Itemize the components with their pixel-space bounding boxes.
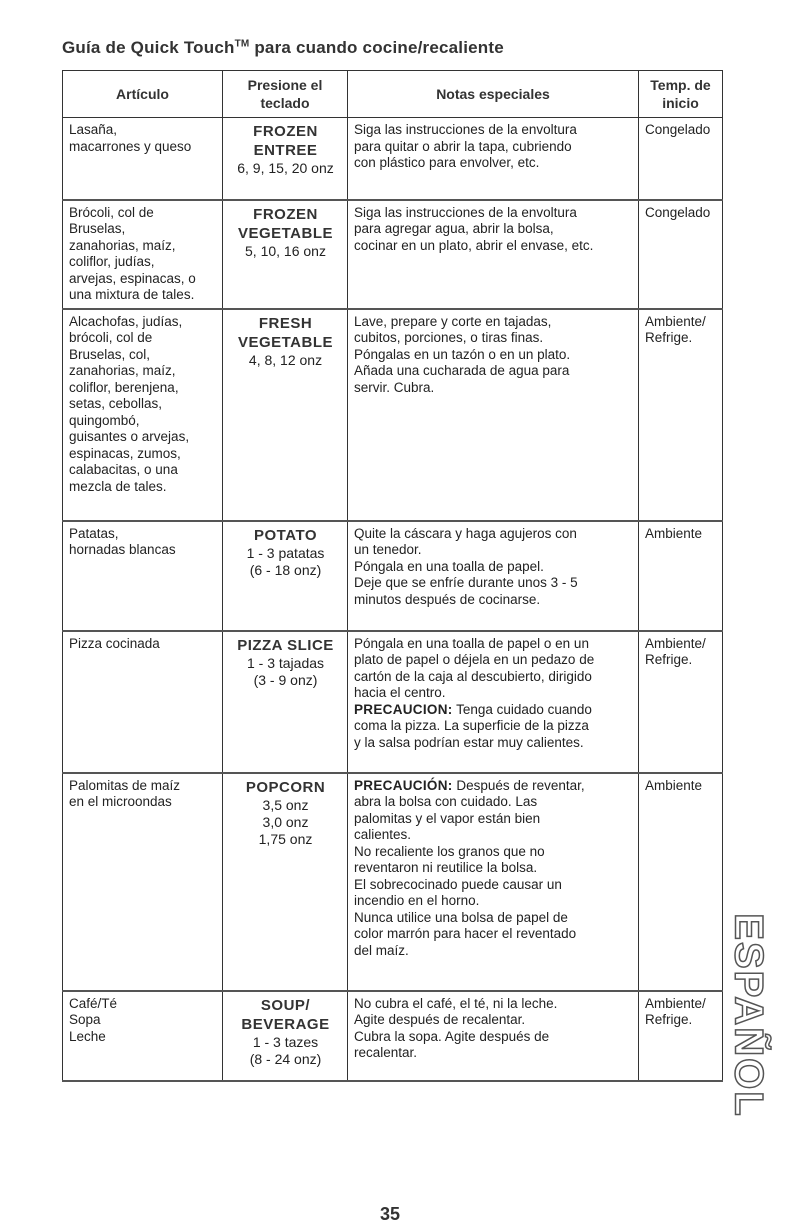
keypad-cell bbox=[223, 309, 348, 521]
amount-line: 3,0 onz bbox=[262, 813, 309, 830]
note-line: No cubra el café, el té, ni la leche. bbox=[354, 995, 558, 1011]
caution-line: calientes. bbox=[354, 827, 412, 842]
note-line: cubitos, porciones, o tiras finas. bbox=[354, 330, 544, 345]
amount-line: 1 - 3 tajadas bbox=[246, 654, 325, 671]
note-line: plato de papel o déjela en un pedazo de bbox=[354, 652, 595, 667]
caution-line: palomitas y el vapor están bien bbox=[354, 810, 541, 826]
amount-line: 6, 9, 15, 20 onz bbox=[237, 160, 334, 176]
note-line: Siga las instrucciones de la envoltura bbox=[354, 204, 577, 220]
notes-cell bbox=[348, 991, 639, 1081]
notes-cell bbox=[348, 200, 639, 309]
item-line: guisantes o arvejas, bbox=[69, 429, 190, 444]
item-line: coliflor, berenjena, bbox=[69, 379, 179, 395]
item-cell bbox=[63, 309, 223, 521]
amount-line: 5, 10, 16 onz bbox=[245, 242, 326, 259]
item-line: coliflor, judías, bbox=[69, 254, 155, 269]
note-line: incendio en el horno. bbox=[354, 893, 480, 908]
note-line: un tenedor. bbox=[354, 542, 422, 557]
table-row bbox=[63, 521, 723, 631]
item-line: zanahorias, maíz, bbox=[69, 237, 176, 253]
keypad-key-name: POTATO bbox=[254, 526, 317, 544]
keypad-cell bbox=[223, 521, 348, 631]
caution-line bbox=[354, 778, 633, 795]
temp-line: Ambiente bbox=[645, 777, 703, 793]
item-line: brócoli, col de bbox=[69, 330, 153, 345]
temp-cell bbox=[639, 991, 723, 1081]
note-line: con plástico para envolver, etc. bbox=[354, 155, 540, 170]
temp-cell bbox=[639, 200, 723, 309]
note-line: No recaliente los granos que no bbox=[354, 843, 545, 859]
amount-line: 1,75 onz bbox=[258, 830, 313, 847]
item-line: una mixtura de tales. bbox=[69, 287, 195, 302]
table-row bbox=[63, 631, 723, 773]
temp-cell bbox=[639, 118, 723, 200]
item-line: quingombó, bbox=[69, 412, 140, 428]
keypad-key-name: PIZZA SLICE bbox=[237, 636, 334, 654]
temp-cell bbox=[639, 773, 723, 991]
amount-line: (3 - 9 onz) bbox=[253, 671, 318, 688]
item-line: calabacitas, o una bbox=[69, 462, 178, 477]
note-line: Cubra la sopa. Agite después de bbox=[354, 1028, 550, 1044]
keypad-key-name: FROZEN ENTREE bbox=[253, 123, 318, 159]
keypad-key-name: FRESH VEGETABLE bbox=[237, 314, 334, 351]
amount-line: 4, 8, 12 onz bbox=[248, 351, 323, 368]
item-line: Patatas, bbox=[69, 525, 119, 541]
item-line: Sopa bbox=[69, 1012, 101, 1027]
page-number: 35 bbox=[380, 1204, 401, 1224]
caution-line: abra la bolsa con cuidado. Las bbox=[354, 794, 538, 809]
page-title: Guía de Quick Touch™ para cuando cocine/recaliente bbox=[62, 38, 504, 57]
item-line: Lasaña, bbox=[69, 122, 118, 137]
temp-line: Refrige. bbox=[645, 1012, 693, 1027]
note-line: servir. Cubra. bbox=[354, 379, 435, 395]
amount-line: (6 - 18 onz) bbox=[249, 561, 322, 578]
item-line: Café/Té bbox=[69, 995, 118, 1011]
table-header-row bbox=[63, 71, 723, 118]
temp-cell bbox=[639, 521, 723, 631]
notes-cell bbox=[348, 773, 639, 991]
keypad-key-name: POPCORN bbox=[245, 778, 326, 796]
caution-line: y la salsa podrían estar muy calientes. bbox=[354, 734, 584, 750]
column-header-notes: Notas especiales bbox=[348, 71, 639, 118]
note-line: Agite después de recalentar. bbox=[354, 1012, 526, 1027]
temp-line: Ambiente/ bbox=[645, 995, 706, 1011]
temp-line: Refrige. bbox=[645, 652, 693, 667]
table-row bbox=[63, 991, 723, 1081]
keypad-cell bbox=[223, 773, 348, 991]
keypad-cell bbox=[223, 118, 348, 200]
note-line: Lave, prepare y corte en tajadas, bbox=[354, 313, 552, 329]
note-line: color marrón para hacer el reventado bbox=[354, 926, 577, 941]
table-row bbox=[63, 773, 723, 991]
table-row bbox=[63, 118, 723, 200]
column-header-key: Presione el teclado bbox=[223, 71, 348, 118]
keypad-cell bbox=[223, 200, 348, 309]
temp-line: Congelado bbox=[645, 122, 711, 137]
note-line: Póngala en una toalla de papel. bbox=[354, 558, 544, 574]
temp-line: Ambiente bbox=[645, 525, 703, 541]
note-line: Póngala en una toalla de papel o en un bbox=[354, 635, 589, 651]
note-line: Siga las instrucciones de la envoltura bbox=[354, 122, 577, 137]
item-line: hornadas blancas bbox=[69, 542, 176, 557]
amount-line: 1 - 3 tazes bbox=[252, 1033, 319, 1050]
notes-cell bbox=[348, 631, 639, 773]
column-header-item: Artículo bbox=[63, 71, 223, 118]
amount-line: 1 - 3 patatas bbox=[246, 544, 325, 561]
keypad-cell bbox=[223, 991, 348, 1081]
item-line: mezcla de tales. bbox=[69, 478, 167, 494]
note-line: Póngalas en un tazón o en un plato. bbox=[354, 346, 571, 362]
caution-label: PRECAUCIÓN: bbox=[354, 777, 453, 793]
temp-line: Refrige. bbox=[645, 330, 693, 345]
item-line: Bruselas, col, bbox=[69, 346, 151, 362]
item-line: Alcachofas, judías, bbox=[69, 313, 183, 329]
item-cell bbox=[63, 200, 223, 309]
notes-cell bbox=[348, 521, 639, 631]
note-line: minutos después de cocinarse. bbox=[354, 591, 541, 607]
note-line: recalentar. bbox=[354, 1045, 418, 1060]
item-line: arvejas, espinacas, o bbox=[69, 270, 196, 286]
note-line: para agregar agua, abrir la bolsa, bbox=[354, 221, 554, 236]
item-line: Leche bbox=[69, 1028, 106, 1044]
item-cell bbox=[63, 118, 223, 200]
amount-line: (8 - 24 onz) bbox=[249, 1050, 322, 1067]
item-line: Pizza cocinada bbox=[69, 635, 160, 651]
note-line: Deje que se enfríe durante unos 3 - 5 bbox=[354, 575, 578, 590]
temp-line: Congelado bbox=[645, 204, 711, 220]
note-line: reventaron ni reutilice la bolsa. bbox=[354, 860, 538, 875]
notes-cell bbox=[348, 118, 639, 200]
keypad-cell bbox=[223, 631, 348, 773]
item-cell bbox=[63, 631, 223, 773]
item-cell bbox=[63, 991, 223, 1081]
item-line: espinacas, zumos, bbox=[69, 445, 181, 461]
item-line: macarrones y queso bbox=[69, 138, 192, 154]
temp-cell bbox=[639, 631, 723, 773]
note-line: El sobrecocinado puede causar un bbox=[354, 876, 562, 892]
amount-line: 3,5 onz bbox=[262, 796, 309, 813]
item-cell bbox=[63, 773, 223, 991]
note-line: del maíz. bbox=[354, 942, 409, 958]
note-line: cartón de la caja al descubierto, dirigido bbox=[354, 668, 592, 684]
notes-cell bbox=[348, 309, 639, 521]
keypad-key-name: FROZEN VEGETABLE bbox=[237, 205, 334, 242]
note-line: hacia el centro. bbox=[354, 685, 446, 700]
caution-text: Tenga cuidado cuando bbox=[452, 701, 592, 717]
item-line: Brócoli, col de bbox=[69, 204, 154, 220]
language-side-label: ESPAÑOL bbox=[726, 912, 771, 1118]
temp-cell bbox=[639, 309, 723, 521]
quick-touch-guide-table bbox=[62, 70, 723, 1082]
table-row bbox=[63, 309, 723, 521]
temp-line: Ambiente/ bbox=[645, 313, 706, 329]
item-line: zanahorias, maíz, bbox=[69, 363, 176, 378]
caution-label: PRECAUCION: bbox=[354, 701, 453, 717]
temp-line: Ambiente/ bbox=[645, 635, 706, 651]
caution-line: coma la pizza. La superficie de la pizza bbox=[354, 718, 589, 733]
item-line: en el microondas bbox=[69, 794, 172, 809]
item-line: Palomitas de maíz bbox=[69, 777, 181, 793]
note-line: Nunca utilice una bolsa de papel de bbox=[354, 909, 568, 925]
note-line: Añada una cucharada de agua para bbox=[354, 363, 570, 378]
note-line: cocinar en un plato, abrir el envase, etc. bbox=[354, 237, 594, 253]
table-row bbox=[63, 200, 723, 309]
note-line: para quitar o abrir la tapa, cubriendo bbox=[354, 138, 572, 154]
caution-text: Después de reventar, bbox=[452, 777, 585, 793]
caution-line bbox=[354, 702, 633, 719]
item-line: Bruselas, bbox=[69, 221, 126, 236]
column-header-temp: Temp. de inicio bbox=[639, 71, 723, 118]
keypad-key-name: SOUP/ BEVERAGE bbox=[241, 996, 330, 1033]
item-cell bbox=[63, 521, 223, 631]
note-line: Quite la cáscara y haga agujeros con bbox=[354, 525, 577, 541]
item-line: setas, cebollas, bbox=[69, 396, 163, 411]
